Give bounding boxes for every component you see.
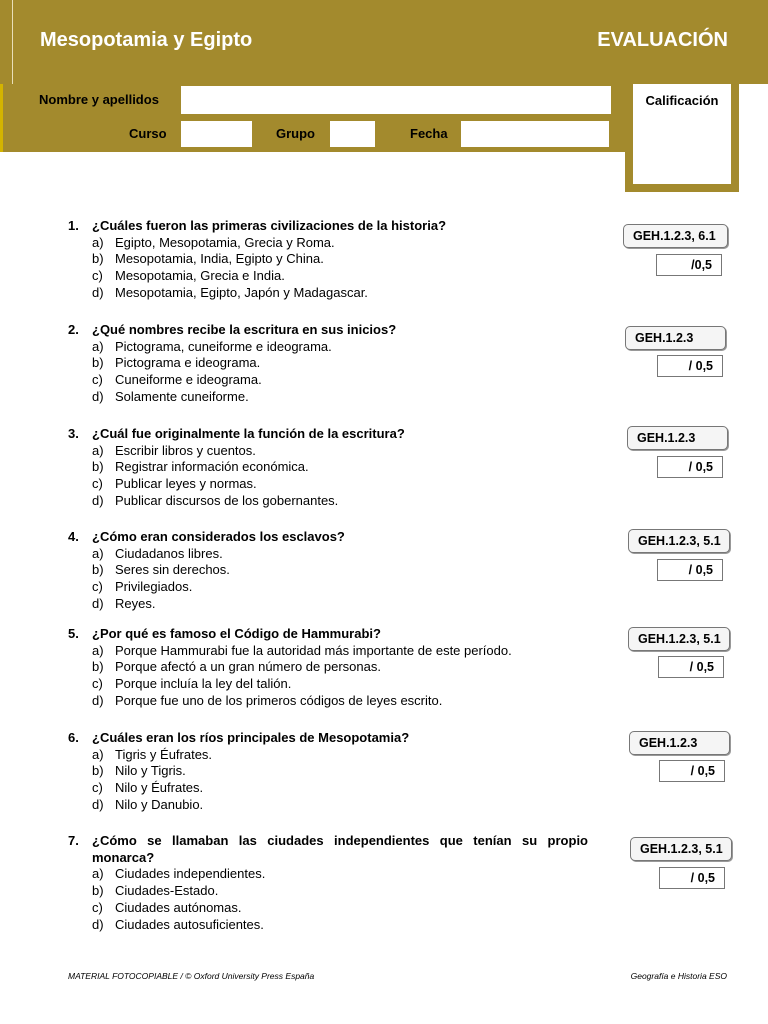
question-heading xyxy=(68,833,588,866)
standard-code-badge: GEH.1.2.3 xyxy=(625,326,726,350)
option-letter: c) xyxy=(92,372,103,388)
name-field[interactable] xyxy=(181,86,611,114)
question-number: 6. xyxy=(68,730,79,745)
option-text: Mesopotamia, India, Egipto y China. xyxy=(115,251,324,267)
question-2 xyxy=(68,322,588,406)
answer-option[interactable] xyxy=(68,643,588,660)
answer-option[interactable] xyxy=(68,285,588,302)
date-field[interactable] xyxy=(461,121,609,147)
evaluation-label: EVALUACIÓN xyxy=(597,29,728,51)
option-text: Escribir libros y cuentos. xyxy=(115,442,256,458)
student-info-form xyxy=(0,84,768,190)
group-label: Grupo xyxy=(276,126,315,141)
answer-option[interactable] xyxy=(68,579,588,596)
banner-divider xyxy=(12,0,13,84)
question-heading xyxy=(68,426,588,443)
option-letter: b) xyxy=(92,883,104,899)
option-text: Registrar información económica. xyxy=(115,459,309,475)
standard-code-badge: GEH.1.2.3, 5.1 xyxy=(628,529,730,553)
option-letter: c) xyxy=(92,780,103,796)
question-number: 3. xyxy=(68,426,79,441)
question-text: ¿Cuáles eran los ríos principales de Mesopotamia? xyxy=(92,730,410,745)
course-label: Curso xyxy=(129,126,167,141)
answer-option[interactable] xyxy=(68,562,588,579)
score-field[interactable]: / 0,5 xyxy=(659,760,725,782)
course-field[interactable] xyxy=(181,121,252,147)
question-number: 1. xyxy=(68,218,79,233)
answer-option[interactable] xyxy=(68,866,588,883)
option-letter: c) xyxy=(92,579,103,595)
option-letter: a) xyxy=(92,746,104,762)
option-letter: a) xyxy=(92,338,104,354)
option-text: Egipto, Mesopotamia, Grecia y Roma. xyxy=(115,234,335,250)
answer-option[interactable] xyxy=(68,797,588,814)
question-text: ¿Cómo se llamaban las ciudades independientes que tenían su propio monarca? xyxy=(92,833,588,865)
option-letter: a) xyxy=(92,866,104,882)
grade-label: Calificación xyxy=(645,93,719,108)
name-label: Nombre y apellidos xyxy=(39,92,159,107)
answer-option[interactable] xyxy=(68,900,588,917)
option-letter: c) xyxy=(92,268,103,284)
option-letter: b) xyxy=(92,251,104,267)
option-text: Pictograma e ideograma. xyxy=(115,355,261,371)
option-letter: d) xyxy=(92,284,104,300)
score-field[interactable]: / 0,5 xyxy=(657,456,723,478)
option-letter: d) xyxy=(92,492,104,508)
question-heading xyxy=(68,626,588,643)
answer-option[interactable] xyxy=(68,251,588,268)
option-letter: b) xyxy=(92,659,104,675)
grade-field[interactable] xyxy=(633,84,731,184)
option-letter: b) xyxy=(92,763,104,779)
answer-option[interactable] xyxy=(68,372,588,389)
option-text: Tigris y Éufrates. xyxy=(115,746,213,762)
answer-option[interactable] xyxy=(68,763,588,780)
question-text: ¿Qué nombres recibe la escritura en sus inicios? xyxy=(92,322,397,337)
answer-option[interactable] xyxy=(68,596,588,613)
option-text: Ciudades autónomas. xyxy=(115,899,242,915)
answer-option[interactable] xyxy=(68,459,588,476)
answer-option[interactable] xyxy=(68,747,588,764)
option-letter: a) xyxy=(92,545,104,561)
answer-option[interactable] xyxy=(68,268,588,285)
answer-option[interactable] xyxy=(68,355,588,372)
standard-code-badge: GEH.1.2.3, 5.1 xyxy=(630,837,732,861)
option-text: Cuneiforme e ideograma. xyxy=(115,372,262,388)
option-text: Privilegiados. xyxy=(115,579,193,595)
answer-option[interactable] xyxy=(68,693,588,710)
option-letter: b) xyxy=(92,355,104,371)
question-number: 7. xyxy=(68,833,79,848)
footer-copyright: MATERIAL FOTOCOPIABLE / © Oxford University Press España xyxy=(68,971,315,981)
question-heading xyxy=(68,730,588,747)
question-heading xyxy=(68,529,588,546)
option-letter: d) xyxy=(92,388,104,404)
option-text: Pictograma, cuneiforme e ideograma. xyxy=(115,338,332,354)
option-text: Ciudades-Estado. xyxy=(115,883,219,899)
option-text: Ciudades independientes. xyxy=(115,866,266,882)
answer-option[interactable] xyxy=(68,659,588,676)
header-banner xyxy=(0,0,768,84)
score-field[interactable]: / 0,5 xyxy=(657,355,723,377)
option-text: Publicar leyes y normas. xyxy=(115,476,257,492)
option-text: Solamente cuneiforme. xyxy=(115,388,249,404)
option-text: Reyes. xyxy=(115,595,156,611)
option-text: Porque Hammurabi fue la autoridad más importante de este período. xyxy=(115,642,512,658)
option-letter: c) xyxy=(92,676,103,692)
question-3 xyxy=(68,426,588,510)
score-field[interactable]: / 0,5 xyxy=(657,559,723,581)
option-letter: d) xyxy=(92,595,104,611)
option-text: Publicar discursos de los gobernantes. xyxy=(115,492,339,508)
group-field[interactable] xyxy=(330,121,375,147)
score-field[interactable]: /0,5 xyxy=(656,254,722,276)
option-text: Mesopotamia, Grecia e India. xyxy=(115,268,285,284)
question-number: 4. xyxy=(68,529,79,544)
question-6 xyxy=(68,730,588,814)
option-text: Nilo y Tigris. xyxy=(115,763,186,779)
question-1 xyxy=(68,218,588,302)
option-letter: a) xyxy=(92,234,104,250)
question-7 xyxy=(68,833,588,933)
option-letter: d) xyxy=(92,796,104,812)
date-label: Fecha xyxy=(410,126,448,141)
question-number: 2. xyxy=(68,322,79,337)
score-field[interactable]: / 0,5 xyxy=(658,656,724,678)
question-text: ¿Por qué es famoso el Código de Hammurabi? xyxy=(92,626,381,641)
page-title: Mesopotamia y Egipto xyxy=(40,29,253,51)
option-text: Mesopotamia, Egipto, Japón y Madagascar. xyxy=(115,284,368,300)
option-letter: a) xyxy=(92,642,104,658)
option-letter: b) xyxy=(92,562,104,578)
answer-option[interactable] xyxy=(68,443,588,460)
standard-code-badge: GEH.1.2.3, 5.1 xyxy=(628,627,730,651)
answer-option[interactable] xyxy=(68,780,588,797)
option-text: Ciudades autosuficientes. xyxy=(115,916,264,932)
question-text: ¿Cuál fue originalmente la función de la escritura? xyxy=(92,426,405,441)
question-number: 5. xyxy=(68,626,79,641)
grade-box xyxy=(625,84,739,192)
option-text: Porque afectó a un gran número de personas. xyxy=(115,659,381,675)
standard-code-badge: GEH.1.2.3 xyxy=(629,731,730,755)
option-letter: d) xyxy=(92,916,104,932)
score-field[interactable]: / 0,5 xyxy=(659,867,725,889)
answer-option[interactable] xyxy=(68,493,588,510)
question-heading xyxy=(68,322,588,339)
option-letter: d) xyxy=(92,692,104,708)
option-letter: a) xyxy=(92,442,104,458)
question-4 xyxy=(68,529,588,613)
answer-option[interactable] xyxy=(68,917,588,934)
answer-option[interactable] xyxy=(68,546,588,563)
answer-option[interactable] xyxy=(68,235,588,252)
question-5 xyxy=(68,626,588,710)
option-letter: b) xyxy=(92,459,104,475)
option-letter: c) xyxy=(92,476,103,492)
answer-option[interactable] xyxy=(68,389,588,406)
standard-code-badge: GEH.1.2.3 xyxy=(627,426,728,450)
answer-option[interactable] xyxy=(68,676,588,693)
question-heading xyxy=(68,218,588,235)
option-letter: c) xyxy=(92,899,103,915)
question-text: ¿Cuáles fueron las primeras civilizaciones de la historia? xyxy=(92,218,447,233)
option-text: Porque incluía la ley del talión. xyxy=(115,676,292,692)
option-text: Nilo y Éufrates. xyxy=(115,780,204,796)
option-text: Seres sin derechos. xyxy=(115,562,230,578)
footer-subject: Geografía e Historia ESO xyxy=(630,971,727,981)
option-text: Ciudadanos libres. xyxy=(115,545,223,561)
question-text: ¿Cómo eran considerados los esclavos? xyxy=(92,529,345,544)
option-text: Porque fue uno de los primeros códigos de leyes escrito. xyxy=(115,692,443,708)
option-text: Nilo y Danubio. xyxy=(115,796,204,812)
answer-option[interactable] xyxy=(68,883,588,900)
answer-option[interactable] xyxy=(68,476,588,493)
answer-option[interactable] xyxy=(68,339,588,356)
standard-code-badge: GEH.1.2.3, 6.1 xyxy=(623,224,728,248)
